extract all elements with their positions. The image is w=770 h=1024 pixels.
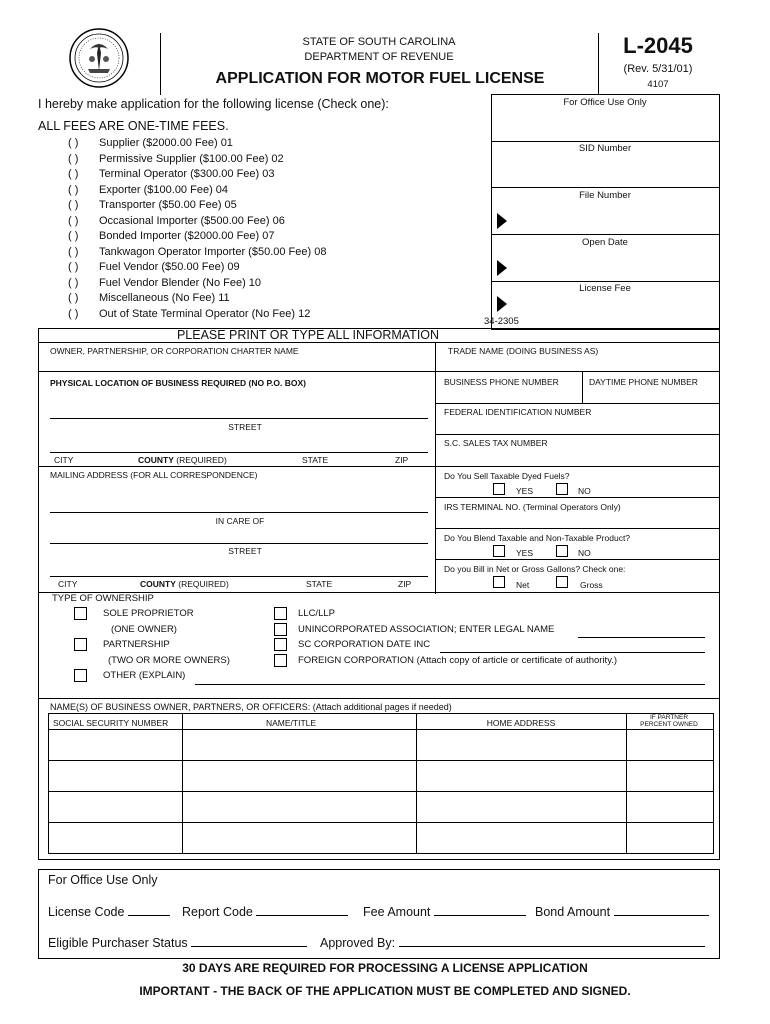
check-bracket[interactable]: ( ) (68, 276, 79, 289)
in-care-of-label: IN CARE OF (215, 516, 265, 526)
check-bracket[interactable]: ( ) (68, 137, 79, 149)
mailing-county-label: COUNTY (REQUIRED) (140, 579, 229, 589)
print-note: PLEASE PRINT OR TYPE ALL INFORMATION (176, 328, 440, 342)
mailing-city-label: CITY (58, 579, 78, 589)
two-owners-label: (TWO OR MORE OWNERS) (108, 655, 230, 666)
gross-label: Gross (580, 580, 603, 590)
check-bracket[interactable]: ( ) (68, 292, 79, 304)
mailing-street-label: STREET (228, 546, 262, 556)
fees-note: ALL FEES ARE ONE-TIME FEES. (38, 119, 229, 133)
pointer-arrow-icon (497, 296, 507, 312)
license-option[interactable]: ( ) Terminal Operator ($300.00 Fee) 03 (68, 168, 275, 180)
license-option[interactable]: ( ) Permissive Supplier ($100.00 Fee) 02 (68, 152, 284, 165)
blend-question: Do You Blend Taxable and Non-Taxable Product? (444, 533, 631, 543)
owners-table (48, 713, 714, 854)
form-revision: (Rev. 5/31/01) (623, 63, 693, 75)
dyed-no-checkbox[interactable] (556, 483, 568, 495)
dyed-no-label: NO (578, 486, 591, 496)
license-option[interactable]: ( ) Miscellaneous (No Fee) 11 (68, 292, 230, 304)
office-use-box (491, 94, 720, 330)
col-ssn-header: SOCIAL SECURITY NUMBER (53, 718, 169, 728)
license-option[interactable]: ( ) Fuel Vendor Blender (No Fee) 10 (68, 276, 262, 289)
col-name-header: NAME/TITLE (265, 718, 317, 728)
dyed-yes-checkbox[interactable] (493, 483, 505, 495)
license-intro: I hereby make application for the following license (Check one): (38, 97, 389, 111)
license-option[interactable]: ( ) Transporter ($50.00 Fee) 05 (68, 199, 237, 211)
mailing-state-label: STATE (306, 579, 333, 589)
street-label: STREET (228, 422, 262, 432)
one-owner-label: (ONE OWNER) (111, 624, 177, 635)
partnership-label: PARTNERSHIP (103, 639, 170, 650)
physical-location-label: PHYSICAL LOCATION OF BUSINESS REQUIRED (NO P.O. BOX) (50, 378, 306, 388)
other-checkbox[interactable] (74, 669, 87, 682)
blend-yes-checkbox[interactable] (493, 545, 505, 557)
license-option[interactable]: ( ) Exporter ($100.00 Fee) 04 (68, 183, 229, 196)
dyed-yes-label: YES (516, 486, 534, 496)
processing-note: 30 DAYS ARE REQUIRED FOR PROCESSING A LICENSE APPLICATION (182, 961, 588, 975)
eligible-purchaser-field[interactable]: Eligible Purchaser Status (48, 935, 307, 950)
license-options (68, 137, 326, 323)
check-bracket[interactable]: ( ) (68, 168, 79, 180)
col-percent-header: IF PARTNER PERCENT OWNED (640, 714, 698, 728)
federal-id-label: FEDERAL IDENTIFICATION NUMBER (444, 407, 592, 417)
important-note: IMPORTANT - THE BACK OF THE APPLICATION MUST BE COMPLETED AND SIGNED. (139, 984, 631, 998)
blend-no-checkbox[interactable] (556, 545, 568, 557)
business-phone-label: BUSINESS PHONE NUMBER (444, 377, 559, 387)
unincorporated-label: UNINCORPORATED ASSOCIATION; ENTER LEGAL NAME (298, 624, 555, 635)
check-bracket[interactable]: ( ) (68, 261, 79, 273)
llc-label: LLC/LLP (298, 608, 335, 619)
open-date-label: Open Date (582, 237, 628, 248)
bond-amount-field[interactable]: Bond Amount (535, 904, 709, 919)
fee-amount-field[interactable]: Fee Amount (363, 904, 526, 919)
pointer-arrow-icon (497, 260, 507, 276)
net-label: Net (516, 580, 530, 590)
page-title: APPLICATION FOR MOTOR FUEL LICENSE (215, 70, 545, 87)
net-checkbox[interactable] (493, 576, 505, 588)
mailing-address-label: MAILING ADDRESS (FOR ALL CORRESPONDENCE) (50, 470, 258, 480)
check-bracket[interactable]: ( ) (68, 230, 79, 242)
state-seal (68, 27, 130, 89)
blend-yes-label: YES (516, 548, 534, 558)
office-footer-title: For Office Use Only (48, 873, 158, 887)
owners-title: NAME(S) OF BUSINESS OWNER, PARTNERS, OR OFFICERS: (Attach additional pages if needed) (50, 702, 452, 712)
mailing-zip-label: ZIP (398, 579, 412, 589)
file-number-label: File Number (579, 190, 631, 201)
dyed-fuel-question: Do You Sell Taxable Dyed Fuels? (444, 471, 570, 481)
check-bracket[interactable]: ( ) (68, 152, 79, 165)
county-label: COUNTY (REQUIRED) (138, 455, 227, 465)
office-use-title: For Office Use Only (563, 97, 647, 108)
foreign-corporation-checkbox[interactable] (274, 654, 287, 667)
owner-name-label: OWNER, PARTNERSHIP, OR CORPORATION CHARTER NAME (50, 346, 299, 356)
col-address-header: HOME ADDRESS (486, 718, 556, 728)
office-code: 34-2305 (484, 316, 519, 327)
ownership-title: TYPE OF OWNERSHIP (52, 593, 154, 604)
department-name: DEPARTMENT OF REVENUE (304, 51, 454, 63)
city-label: CITY (54, 455, 74, 465)
foreign-corporation-label: FOREIGN CORPORATION (Attach copy of article or certificate of authority.) (298, 655, 618, 666)
sales-tax-label: S.C. SALES TAX NUMBER (444, 438, 548, 448)
license-code-field[interactable]: License Code (48, 904, 170, 919)
sole-proprietor-label: SOLE PROPRIETOR (103, 608, 194, 619)
license-option[interactable]: ( ) Supplier ($2000.00 Fee) 01 (68, 137, 233, 149)
license-option[interactable]: ( ) Occasional Importer ($500.00 Fee) 06 (68, 214, 285, 227)
license-option[interactable]: ( ) Tankwagon Operator Importer ($50.00 Fee) 08 (68, 245, 327, 258)
zip-label: ZIP (395, 455, 409, 465)
trade-name-label: TRADE NAME (DOING BUSINESS AS) (448, 346, 599, 356)
pointer-arrow-icon (497, 213, 507, 229)
sc-corporation-checkbox[interactable] (274, 638, 287, 651)
irs-terminal-label: IRS TERMINAL NO. (Terminal Operators Only) (444, 502, 621, 512)
license-option[interactable]: ( ) Fuel Vendor ($50.00 Fee) 09 (68, 261, 240, 273)
llc-checkbox[interactable] (274, 607, 287, 620)
form-number: L-2045 (623, 33, 693, 58)
daytime-phone-label: DAYTIME PHONE NUMBER (589, 377, 698, 387)
gross-checkbox[interactable] (556, 576, 568, 588)
check-bracket[interactable]: ( ) (68, 199, 79, 211)
other-label: OTHER (EXPLAIN) (103, 670, 186, 681)
check-bracket[interactable]: ( ) (68, 183, 79, 196)
license-fee-label: License Fee (579, 283, 631, 294)
check-bracket[interactable]: ( ) (68, 245, 79, 258)
sc-corporation-label: SC CORPORATION DATE INC (298, 639, 431, 650)
report-code-field[interactable]: Report Code (182, 904, 348, 919)
sole-proprietor-checkbox[interactable] (74, 607, 87, 620)
license-option[interactable]: ( ) Bonded Importer ($2000.00 Fee) 07 (68, 230, 275, 242)
license-option[interactable]: ( ) Out of State Terminal Operator (No Fee) 12 (68, 307, 311, 320)
gallons-question: Do you Bill in Net or Gross Gallons? Check one: (444, 564, 626, 574)
check-bracket[interactable]: ( ) (68, 214, 79, 227)
form-code: 4107 (647, 79, 669, 90)
check-bracket[interactable]: ( ) (68, 307, 79, 320)
sid-number-label: SID Number (578, 143, 632, 154)
approved-by-field[interactable]: Approved By: (320, 935, 705, 950)
state-label: STATE (302, 455, 329, 465)
blend-no-label: NO (578, 548, 591, 558)
partnership-checkbox[interactable] (74, 638, 87, 651)
unincorporated-checkbox[interactable] (274, 623, 287, 636)
state-name: STATE OF SOUTH CAROLINA (302, 36, 456, 48)
